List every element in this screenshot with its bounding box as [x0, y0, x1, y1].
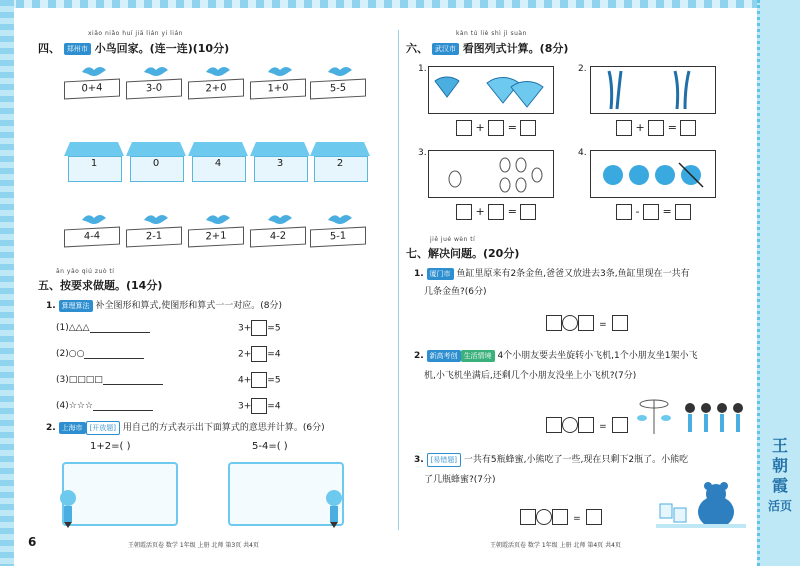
answer-box[interactable]: [456, 120, 472, 136]
house-number: 0: [152, 158, 160, 169]
answer-box[interactable]: [578, 315, 594, 331]
top-border: [0, 0, 800, 8]
s7q2-tag: 新高考创: [427, 350, 461, 362]
expr-left: 3+: [238, 323, 252, 334]
answer-box[interactable]: [552, 509, 568, 525]
pencil-mascot-icon: [322, 488, 346, 528]
left-border: [0, 0, 14, 566]
rabbit-icon: [429, 151, 553, 197]
q1-text: 补全图形和算式,使图形和算式一一对应。(8分): [95, 301, 283, 311]
bird-icon: [204, 212, 232, 226]
top-card[interactable]: 1+0: [250, 79, 306, 100]
s7q1-line2: 几条金鱼?(6分): [424, 287, 487, 297]
s7q1-num: 1.: [414, 269, 424, 279]
q2-tag-open: [开放题]: [86, 421, 120, 435]
section5-title: 按要求做题。(14分): [60, 279, 163, 292]
s7q1-equation: =: [546, 312, 628, 331]
kids-ride-illustration-icon: [636, 394, 756, 436]
s7q3-tag: [易错题]: [427, 453, 461, 467]
expr-row: [238, 346, 281, 362]
expr-left: 2+: [238, 349, 252, 360]
answer-box[interactable]: [546, 417, 562, 433]
section6-tag: 武汉市: [432, 43, 459, 55]
picture-apples: [590, 150, 716, 198]
answer-box[interactable]: [251, 346, 267, 362]
section7-q2: [414, 348, 697, 362]
equation-row: + =: [456, 120, 536, 136]
s7q2-num: 2.: [414, 351, 424, 361]
brand-char: 朝: [771, 456, 788, 475]
draw-blank[interactable]: [93, 400, 153, 411]
pencil-mascot-icon: [56, 488, 80, 528]
expr-row: [238, 372, 281, 388]
q1-tag: 算理算法: [59, 300, 93, 312]
answer-box[interactable]: [456, 204, 472, 220]
answer-box[interactable]: [648, 120, 664, 136]
wheat-icon: [591, 67, 715, 113]
s7q3-equation: =: [520, 506, 602, 525]
top-card[interactable]: 5-5: [310, 79, 366, 100]
top-card[interactable]: 2+0: [188, 79, 244, 100]
house[interactable]: [126, 142, 186, 182]
brand-char: 霞: [771, 476, 788, 495]
house-number: 3: [276, 158, 284, 169]
answer-box[interactable]: [520, 509, 536, 525]
draw-blank[interactable]: [84, 348, 144, 359]
section5-q2: [46, 420, 325, 435]
top-card[interactable]: 3-0: [126, 79, 182, 100]
expr-right: =5: [267, 323, 281, 334]
picture-fans: [428, 66, 554, 114]
section5-pinyin: ān yāo qiú zuò tí: [56, 268, 115, 275]
answer-box[interactable]: [488, 204, 504, 220]
shape-row: [56, 348, 144, 359]
op: +: [475, 205, 485, 218]
q2-num: 2.: [46, 423, 56, 433]
house[interactable]: [310, 142, 370, 182]
bird-icon: [266, 64, 294, 78]
house[interactable]: [64, 142, 124, 182]
footer-left: 王朝霞活页卷 数学 1年级 上册 北师 第3页 共4页: [128, 542, 259, 549]
q2-expr1[interactable]: 1+2=( ): [90, 441, 131, 452]
answer-box[interactable]: [251, 372, 267, 388]
brand-logo: [762, 436, 798, 516]
page-number: 6: [28, 535, 37, 549]
shape-label: (3)□□□□: [56, 375, 103, 385]
operator-circle[interactable]: [562, 315, 578, 331]
s7q2-line1: 4个小朋友要去坐旋转小飞机,1个小朋友坐1架小飞: [497, 351, 698, 361]
expr-right: =4: [267, 401, 281, 412]
expr-left: 3+: [238, 401, 252, 412]
shape-row: [56, 322, 150, 333]
section7-num: 七、: [406, 247, 428, 260]
brand-char: 活页: [767, 499, 792, 513]
section4-title: 小鸟回家。(连一连)(10分): [94, 42, 230, 55]
answer-box[interactable]: [520, 120, 536, 136]
equation-row: + =: [616, 120, 696, 136]
draw-blank[interactable]: [103, 374, 163, 385]
answer-box[interactable]: [612, 417, 628, 433]
expr-right: =4: [267, 349, 281, 360]
house-number: 1: [90, 158, 98, 169]
answer-box[interactable]: [488, 120, 504, 136]
item-num: 2.: [578, 64, 587, 74]
bird-icon: [326, 64, 354, 78]
operator-circle[interactable]: [562, 417, 578, 433]
op: -: [635, 205, 640, 218]
bottom-card[interactable]: 5-1: [310, 227, 366, 248]
answer-box[interactable]: [680, 120, 696, 136]
equation-row: - =: [616, 204, 691, 220]
s7q3-line2: 了几瓶蜂蜜?(7分): [424, 475, 496, 485]
fan-icon: [429, 67, 553, 113]
answer-box[interactable]: [675, 204, 691, 220]
footer-right: 王朝霞活页卷 数学 1年级 上册 北师 第4页 共4页: [490, 542, 621, 549]
house-number: 2: [336, 158, 344, 169]
item-num: 1.: [418, 64, 427, 74]
bird-icon: [326, 212, 354, 226]
shape-label: (1)△△△: [56, 323, 90, 333]
picture-wheat: [590, 66, 716, 114]
q1-num: 1.: [46, 301, 56, 311]
s7q1-line1: 鱼缸里原来有2条金鱼,爸爸又放进去3条,鱼缸里现在一共有: [456, 269, 690, 279]
page-divider: [398, 30, 399, 530]
shape-row: [56, 374, 163, 385]
section4-num: 四、: [38, 42, 60, 55]
section4-pinyin: xiǎo niǎo huí jiā lián yi lián: [88, 30, 183, 37]
section6-pinyin: kàn tú liè shì jì suàn: [456, 30, 527, 37]
expr-row: [238, 398, 281, 414]
expr-row: [238, 320, 281, 336]
op: +: [635, 121, 645, 134]
equation-row: + =: [456, 204, 536, 220]
section7-q1: [414, 266, 690, 280]
section4-heading: [38, 40, 229, 56]
operator-circle[interactable]: [536, 509, 552, 525]
section6-heading: [406, 40, 568, 56]
item-num: 3.: [418, 148, 427, 158]
bottom-card[interactable]: 2-1: [126, 227, 182, 248]
section7-q3: [414, 452, 688, 467]
answer-box[interactable]: [546, 315, 562, 331]
bird-icon: [266, 212, 294, 226]
section5-q1: [46, 298, 282, 312]
answer-box[interactable]: [578, 417, 594, 433]
item-num: 4.: [578, 148, 587, 158]
bird-icon: [80, 64, 108, 78]
s7q3-num: 3.: [414, 455, 424, 465]
picture-rabbits: [428, 150, 554, 198]
answer-box[interactable]: [520, 204, 536, 220]
q2-tag: 上海市: [59, 422, 86, 434]
section6-title: 看图列式计算。(8分): [462, 42, 569, 55]
section4-tag: 郑州市: [64, 43, 91, 55]
section7-pinyin: jiě jué wèn tí: [430, 236, 476, 243]
house[interactable]: [188, 142, 248, 182]
bear-honey-illustration-icon: [656, 482, 746, 530]
s7q2-tag2: 生活情境: [461, 350, 495, 362]
s7q1-tag: 厦门市: [427, 268, 454, 280]
bottom-card[interactable]: 4-4: [64, 227, 120, 248]
top-card[interactable]: 0+4: [64, 79, 120, 100]
shape-label: (4)☆☆☆: [56, 401, 93, 411]
bird-icon: [142, 64, 170, 78]
section7-heading: [406, 245, 519, 261]
house-number: 4: [214, 158, 222, 169]
bird-icon: [142, 212, 170, 226]
bird-icon: [204, 64, 232, 78]
op: +: [475, 121, 485, 134]
s7q2-line2: 机,小飞机坐满后,还剩几个小朋友没坐上小飞机?(7分): [424, 371, 637, 381]
bird-icon: [80, 212, 108, 226]
draw-blank[interactable]: [90, 322, 150, 333]
s7q2-equation: =: [546, 414, 628, 433]
s7q3-line1: 一共有5瓶蜂蜜,小熊吃了一些,现在只剩下2瓶了。小熊吃: [463, 455, 689, 465]
answer-box[interactable]: [616, 204, 632, 220]
answer-box[interactable]: [643, 204, 659, 220]
q2-expr2[interactable]: 5-4=( ): [252, 441, 288, 452]
answer-box[interactable]: [616, 120, 632, 136]
section6-num: 六、: [406, 42, 428, 55]
apple-icon: [591, 151, 715, 197]
shape-label: (2)○○: [56, 349, 85, 359]
q2-text: 用自己的方式表示出下面算式的意思并计算。(6分): [122, 423, 325, 433]
section7-title: 解决问题。(20分): [428, 247, 520, 260]
section5-heading: [38, 277, 162, 293]
bottom-card[interactable]: 2+1: [188, 227, 244, 248]
house[interactable]: [250, 142, 310, 182]
shape-row: [56, 400, 153, 411]
brand-char: 王: [771, 436, 788, 455]
answer-box[interactable]: [586, 509, 602, 525]
bottom-card[interactable]: 4-2: [250, 227, 306, 248]
section5-num: 五、: [38, 279, 60, 292]
answer-box[interactable]: [612, 315, 628, 331]
answer-box[interactable]: [251, 398, 267, 414]
expr-right: =5: [267, 375, 281, 386]
answer-box[interactable]: [251, 320, 267, 336]
expr-left: 4+: [238, 375, 252, 386]
